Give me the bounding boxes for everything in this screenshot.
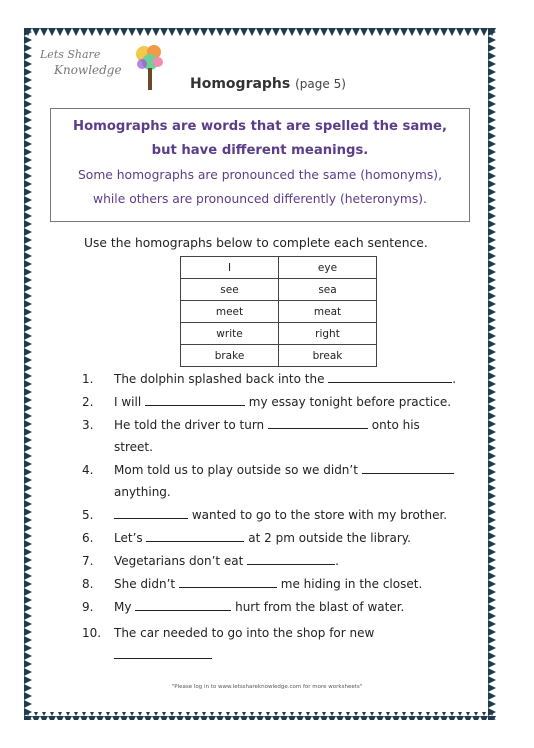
word-table-cell: brake xyxy=(181,345,279,367)
question-text xyxy=(114,414,420,436)
word-table-cell: meat xyxy=(279,301,377,323)
word-table-row xyxy=(181,279,377,301)
instruction-text: Use the homographs below to complete each sentence. xyxy=(84,236,428,250)
word-table-cell: write xyxy=(181,323,279,345)
question-text xyxy=(114,573,422,595)
question-item xyxy=(82,504,482,526)
question-text-before: Mom told us to play outside so we didn’t xyxy=(114,463,362,477)
question-text xyxy=(114,368,456,390)
question-number: 7. xyxy=(82,554,94,568)
answer-blank[interactable] xyxy=(362,460,454,474)
question-item xyxy=(82,391,482,413)
question-text-before: The dolphin splashed back into the xyxy=(114,372,329,386)
question-text-before: Let’s xyxy=(114,531,147,545)
question-text xyxy=(114,391,451,413)
question-text-after: wanted to go to the store with my brother. xyxy=(188,508,448,522)
answer-blank[interactable] xyxy=(179,574,277,588)
question-number: 6. xyxy=(82,531,94,545)
question-number: 4. xyxy=(82,463,94,477)
question-item xyxy=(82,596,482,618)
definition-line-2: but have different meanings. xyxy=(151,143,369,158)
homograph-word-table xyxy=(180,256,377,367)
question-number: 10. xyxy=(82,626,102,640)
question-text-after: hurt from the blast of water. xyxy=(231,600,405,614)
word-table-cell: I xyxy=(181,257,279,279)
question-number: 5. xyxy=(82,508,94,522)
question-text-before: I will xyxy=(114,395,145,409)
tree-icon xyxy=(132,42,166,92)
question-item xyxy=(82,550,482,572)
word-table-cell: right xyxy=(279,323,377,345)
answer-blank[interactable] xyxy=(146,528,244,542)
word-table-cell: meet xyxy=(181,301,279,323)
question-text xyxy=(114,622,374,644)
question-text xyxy=(114,527,411,549)
question-text-after: my essay tonight before practice. xyxy=(244,395,452,409)
question-text xyxy=(114,596,404,618)
word-table-row xyxy=(181,345,377,367)
word-table-row xyxy=(181,323,377,345)
question-number: 2. xyxy=(82,395,94,409)
question-text-line2: street. xyxy=(114,440,153,454)
answer-blank[interactable] xyxy=(247,551,335,565)
definition-box xyxy=(50,108,470,222)
question-item xyxy=(82,527,482,549)
question-text-after: . xyxy=(452,372,457,386)
logo-text-line1: Lets Share xyxy=(40,48,101,61)
logo-text-line2: Knowledge xyxy=(54,63,122,77)
word-table-cell: eye xyxy=(279,257,377,279)
answer-blank[interactable] xyxy=(268,415,368,429)
question-text-after: at 2 pm outside the library. xyxy=(244,531,411,545)
question-text-after: onto his xyxy=(367,418,420,432)
answer-blank[interactable] xyxy=(114,505,188,519)
question-item xyxy=(82,622,482,666)
answer-blank[interactable] xyxy=(114,645,212,659)
definition-line-3: Some homographs are pronounced the same (homonyms), xyxy=(77,168,443,182)
definition-line-1: Homographs are words that are spelled the same, xyxy=(73,119,447,134)
page-title xyxy=(190,76,346,92)
question-item xyxy=(82,368,482,390)
question-number: 3. xyxy=(82,418,94,432)
question-text xyxy=(114,504,447,526)
question-text xyxy=(114,459,454,481)
word-table-cell: break xyxy=(279,345,377,367)
question-text-before: My xyxy=(114,600,136,614)
answer-blank[interactable] xyxy=(135,597,231,611)
question-text xyxy=(114,550,339,572)
answer-blank[interactable] xyxy=(145,392,245,406)
question-text-before: She didn’t xyxy=(114,577,179,591)
word-table-row xyxy=(181,301,377,323)
word-table-row xyxy=(181,257,377,279)
word-table-cell: sea xyxy=(279,279,377,301)
question-text-before: He told the driver to turn xyxy=(114,418,268,432)
question-item xyxy=(82,459,482,503)
question-item xyxy=(82,573,482,595)
answer-blank[interactable] xyxy=(328,369,452,383)
question-text-after: . xyxy=(335,554,339,568)
question-number: 8. xyxy=(82,577,94,591)
question-text-before: Vegetarians don’t eat xyxy=(114,554,248,568)
question-text-after: me hiding in the closet. xyxy=(276,577,423,591)
title-text: Homographs xyxy=(190,76,291,92)
question-text-before: The car needed to go into the shop for new xyxy=(114,626,375,640)
question-number: 1. xyxy=(82,372,94,386)
footer-note: "Please log in to www.letsshareknowledge.com for more worksheets" xyxy=(171,684,363,690)
word-table-cell: see xyxy=(181,279,279,301)
question-text-line2: anything. xyxy=(114,485,171,499)
definition-line-4: while others are pronounced differently (heteronyms). xyxy=(93,192,427,206)
question-item xyxy=(82,414,482,458)
logo xyxy=(36,42,166,94)
question-number: 9. xyxy=(82,600,94,614)
question-text-line2 xyxy=(114,644,212,666)
title-subtitle: (page 5) xyxy=(295,77,346,91)
